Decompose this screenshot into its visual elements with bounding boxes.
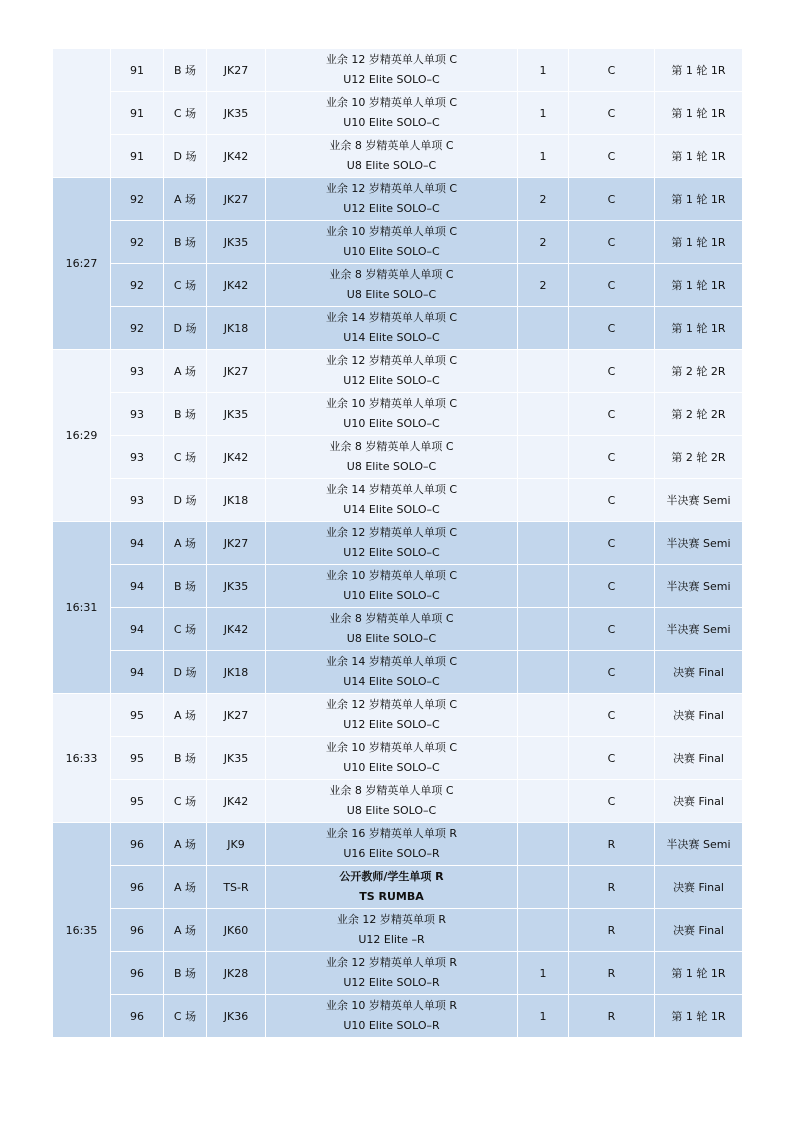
event-name-en: U10 Elite SOLO–C — [343, 245, 440, 258]
round-label: 决赛 Final — [655, 737, 743, 780]
heat-number: 96 — [111, 952, 164, 995]
table-row — [53, 264, 743, 307]
event-name-cn: 业余 12 岁精英单人单项 R — [325, 956, 458, 969]
dance-code: C — [569, 737, 655, 780]
round-label: 第 1 轮 1R — [655, 135, 743, 178]
event-name-cn: 业余 12 岁精英单人单项 C — [325, 182, 458, 195]
floor-field: C 场 — [164, 608, 207, 651]
dance-code: C — [569, 479, 655, 522]
round-label: 半决赛 Semi — [655, 823, 743, 866]
event-name — [266, 866, 518, 909]
heat-count — [518, 479, 569, 522]
heat-number: 94 — [111, 651, 164, 694]
round-label: 第 1 轮 1R — [655, 995, 743, 1038]
round-label: 半决赛 Semi — [655, 479, 743, 522]
event-name-en: U8 Elite SOLO–C — [346, 460, 437, 473]
floor-field: B 场 — [164, 393, 207, 436]
event-name-cn: 业余 10 岁精英单人单项 C — [325, 397, 458, 410]
heat-number: 95 — [111, 694, 164, 737]
event-code: JK27 — [207, 350, 266, 393]
heat-count — [518, 522, 569, 565]
event-name — [266, 135, 518, 178]
heat-count — [518, 436, 569, 479]
event-name-cn: 业余 12 岁精英单项 R — [336, 913, 447, 926]
event-name-en: U10 Elite SOLO–R — [343, 1019, 440, 1032]
dance-code: C — [569, 522, 655, 565]
event-name — [266, 823, 518, 866]
floor-field: A 场 — [164, 866, 207, 909]
event-code: JK18 — [207, 651, 266, 694]
round-label: 第 1 轮 1R — [655, 221, 743, 264]
heat-number: 94 — [111, 565, 164, 608]
heat-number: 91 — [111, 49, 164, 92]
table-row — [53, 221, 743, 264]
event-name-cn: 业余 12 岁精英单人单项 C — [325, 354, 458, 367]
time-slot: 16:35 — [53, 823, 111, 1038]
floor-field: B 场 — [164, 952, 207, 995]
dance-code: R — [569, 995, 655, 1038]
event-name-en: TS RUMBA — [359, 890, 424, 903]
event-code: JK27 — [207, 522, 266, 565]
event-name-en: U10 Elite SOLO–C — [343, 417, 440, 430]
dance-code: C — [569, 694, 655, 737]
event-name — [266, 737, 518, 780]
event-name-en: U14 Elite SOLO–C — [343, 675, 440, 688]
event-name-cn: 公开教师/学生单项 R — [339, 870, 444, 883]
event-name-en: U12 Elite SOLO–C — [343, 73, 440, 86]
event-name-cn: 业余 8 岁精英单人单项 C — [329, 784, 454, 797]
round-label: 决赛 Final — [655, 909, 743, 952]
table-row — [53, 952, 743, 995]
event-name — [266, 565, 518, 608]
round-label: 第 1 轮 1R — [655, 92, 743, 135]
event-name-en: U8 Elite SOLO–C — [346, 804, 437, 817]
dance-code: C — [569, 264, 655, 307]
event-name-cn: 业余 12 岁精英单人单项 C — [325, 698, 458, 711]
table-row — [53, 92, 743, 135]
heat-count — [518, 565, 569, 608]
event-code: JK36 — [207, 995, 266, 1038]
floor-field: D 场 — [164, 135, 207, 178]
round-label: 半决赛 Semi — [655, 565, 743, 608]
heat-number: 93 — [111, 436, 164, 479]
table-row — [53, 909, 743, 952]
event-name-cn: 业余 10 岁精英单人单项 C — [325, 741, 458, 754]
dance-code: C — [569, 780, 655, 823]
event-name-cn: 业余 10 岁精英单人单项 C — [325, 569, 458, 582]
event-name-en: U10 Elite SOLO–C — [343, 589, 440, 602]
event-name — [266, 952, 518, 995]
heat-count — [518, 350, 569, 393]
event-name-en: U14 Elite SOLO–C — [343, 503, 440, 516]
floor-field: D 场 — [164, 479, 207, 522]
round-label: 第 1 轮 1R — [655, 178, 743, 221]
event-code: JK18 — [207, 479, 266, 522]
floor-field: A 场 — [164, 694, 207, 737]
round-label: 决赛 Final — [655, 780, 743, 823]
heat-count — [518, 909, 569, 952]
event-name-en: U12 Elite SOLO–C — [343, 374, 440, 387]
floor-field: A 场 — [164, 178, 207, 221]
schedule-table — [52, 48, 743, 1038]
table-row — [53, 995, 743, 1038]
heat-count: 1 — [518, 49, 569, 92]
event-name — [266, 780, 518, 823]
heat-count: 1 — [518, 995, 569, 1038]
time-slot: 16:33 — [53, 694, 111, 823]
heat-number: 91 — [111, 135, 164, 178]
floor-field: B 场 — [164, 737, 207, 780]
table-row — [53, 479, 743, 522]
event-name — [266, 651, 518, 694]
event-name — [266, 522, 518, 565]
event-code: JK42 — [207, 780, 266, 823]
event-name-en: U12 Elite SOLO–R — [343, 976, 440, 989]
table-row — [53, 694, 743, 737]
floor-field: C 场 — [164, 436, 207, 479]
event-code: JK9 — [207, 823, 266, 866]
round-label: 第 2 轮 2R — [655, 436, 743, 479]
event-name-cn: 业余 16 岁精英单人单项 R — [325, 827, 458, 840]
event-name-en: U8 Elite SOLO–C — [346, 632, 437, 645]
table-row — [53, 49, 743, 92]
round-label: 第 1 轮 1R — [655, 264, 743, 307]
floor-field: D 场 — [164, 651, 207, 694]
event-name — [266, 479, 518, 522]
heat-count — [518, 866, 569, 909]
event-name — [266, 221, 518, 264]
dance-code: C — [569, 565, 655, 608]
heat-count — [518, 694, 569, 737]
event-name-en: U12 Elite SOLO–C — [343, 718, 440, 731]
event-name — [266, 608, 518, 651]
round-label: 决赛 Final — [655, 651, 743, 694]
dance-code: R — [569, 823, 655, 866]
event-code: JK28 — [207, 952, 266, 995]
heat-count: 2 — [518, 178, 569, 221]
heat-number: 96 — [111, 995, 164, 1038]
event-code: JK35 — [207, 221, 266, 264]
event-name-cn: 业余 8 岁精英单人单项 C — [329, 268, 454, 281]
heat-number: 93 — [111, 350, 164, 393]
round-label: 第 1 轮 1R — [655, 49, 743, 92]
table-row — [53, 780, 743, 823]
round-label: 第 1 轮 1R — [655, 307, 743, 350]
event-code: JK42 — [207, 436, 266, 479]
event-name-cn: 业余 10 岁精英单人单项 C — [325, 96, 458, 109]
event-name-en: U12 Elite SOLO–C — [343, 546, 440, 559]
dance-code: C — [569, 49, 655, 92]
event-name-en: U10 Elite SOLO–C — [343, 761, 440, 774]
event-name-cn: 业余 8 岁精英单人单项 C — [329, 612, 454, 625]
heat-count — [518, 823, 569, 866]
round-label: 半决赛 Semi — [655, 608, 743, 651]
heat-number: 96 — [111, 823, 164, 866]
event-name-cn: 业余 14 岁精英单人单项 C — [325, 311, 458, 324]
event-code: JK35 — [207, 565, 266, 608]
event-name-cn: 业余 10 岁精英单人单项 C — [325, 225, 458, 238]
table-row — [53, 436, 743, 479]
table-row — [53, 565, 743, 608]
event-code: JK60 — [207, 909, 266, 952]
event-name-cn: 业余 8 岁精英单人单项 C — [329, 139, 454, 152]
heat-number: 93 — [111, 479, 164, 522]
floor-field: B 场 — [164, 49, 207, 92]
event-name — [266, 49, 518, 92]
event-name — [266, 92, 518, 135]
event-name — [266, 307, 518, 350]
heat-count — [518, 651, 569, 694]
event-code: JK42 — [207, 264, 266, 307]
event-name — [266, 393, 518, 436]
event-code: JK27 — [207, 694, 266, 737]
heat-number: 94 — [111, 608, 164, 651]
heat-count: 1 — [518, 952, 569, 995]
dance-code: R — [569, 866, 655, 909]
floor-field: A 场 — [164, 350, 207, 393]
heat-number: 96 — [111, 866, 164, 909]
heat-count: 1 — [518, 135, 569, 178]
event-name — [266, 436, 518, 479]
floor-field: A 场 — [164, 823, 207, 866]
event-code: JK35 — [207, 92, 266, 135]
floor-field: C 场 — [164, 780, 207, 823]
round-label: 决赛 Final — [655, 866, 743, 909]
heat-number: 92 — [111, 307, 164, 350]
round-label: 第 2 轮 2R — [655, 350, 743, 393]
dance-code: C — [569, 393, 655, 436]
event-name-cn: 业余 8 岁精英单人单项 C — [329, 440, 454, 453]
floor-field: C 场 — [164, 92, 207, 135]
floor-field: B 场 — [164, 565, 207, 608]
event-name — [266, 909, 518, 952]
floor-field: A 场 — [164, 909, 207, 952]
floor-field: A 场 — [164, 522, 207, 565]
heat-number: 95 — [111, 780, 164, 823]
event-name-cn: 业余 14 岁精英单人单项 C — [325, 655, 458, 668]
event-name-cn: 业余 12 岁精英单人单项 C — [325, 526, 458, 539]
event-code: JK42 — [207, 608, 266, 651]
event-name-cn: 业余 10 岁精英单人单项 R — [325, 999, 458, 1012]
round-label: 第 2 轮 2R — [655, 393, 743, 436]
dance-code: C — [569, 135, 655, 178]
table-row — [53, 178, 743, 221]
floor-field: C 场 — [164, 264, 207, 307]
event-name-en: U14 Elite SOLO–C — [343, 331, 440, 344]
dance-code: R — [569, 909, 655, 952]
heat-count: 2 — [518, 221, 569, 264]
dance-code: C — [569, 92, 655, 135]
event-name — [266, 264, 518, 307]
table-row — [53, 393, 743, 436]
heat-number: 95 — [111, 737, 164, 780]
table-row — [53, 608, 743, 651]
table-row — [53, 823, 743, 866]
table-row — [53, 135, 743, 178]
table-row — [53, 350, 743, 393]
heat-count — [518, 737, 569, 780]
time-slot: 16:27 — [53, 178, 111, 350]
dance-code: C — [569, 350, 655, 393]
dance-code: C — [569, 608, 655, 651]
table-row — [53, 651, 743, 694]
table-row — [53, 737, 743, 780]
heat-number: 92 — [111, 221, 164, 264]
round-label: 第 1 轮 1R — [655, 952, 743, 995]
event-name-en: U8 Elite SOLO–C — [346, 288, 437, 301]
floor-field: B 场 — [164, 221, 207, 264]
time-slot: 16:29 — [53, 350, 111, 522]
heat-number: 92 — [111, 178, 164, 221]
event-code: JK42 — [207, 135, 266, 178]
heat-number: 96 — [111, 909, 164, 952]
event-code: JK18 — [207, 307, 266, 350]
dance-code: C — [569, 436, 655, 479]
event-name — [266, 694, 518, 737]
event-name-en: U8 Elite SOLO–C — [346, 159, 437, 172]
event-code: JK35 — [207, 393, 266, 436]
heat-number: 92 — [111, 264, 164, 307]
schedule-body — [53, 49, 743, 1038]
round-label: 决赛 Final — [655, 694, 743, 737]
floor-field: C 场 — [164, 995, 207, 1038]
event-name-en: U10 Elite SOLO–C — [343, 116, 440, 129]
dance-code: C — [569, 651, 655, 694]
table-row — [53, 522, 743, 565]
round-label: 半决赛 Semi — [655, 522, 743, 565]
heat-count — [518, 780, 569, 823]
event-name-en: U12 Elite –R — [358, 933, 425, 946]
dance-code: C — [569, 178, 655, 221]
event-code: JK35 — [207, 737, 266, 780]
dance-code: R — [569, 952, 655, 995]
event-name-en: U16 Elite SOLO–R — [343, 847, 440, 860]
dance-code: C — [569, 221, 655, 264]
heat-number: 94 — [111, 522, 164, 565]
event-name — [266, 178, 518, 221]
heat-count — [518, 608, 569, 651]
table-row — [53, 866, 743, 909]
dance-code: C — [569, 307, 655, 350]
heat-count — [518, 393, 569, 436]
event-name — [266, 350, 518, 393]
time-slot — [53, 49, 111, 178]
event-name-cn: 业余 14 岁精英单人单项 C — [325, 483, 458, 496]
heat-number: 91 — [111, 92, 164, 135]
heat-count: 1 — [518, 92, 569, 135]
heat-number: 93 — [111, 393, 164, 436]
event-code: TS-R — [207, 866, 266, 909]
heat-count — [518, 307, 569, 350]
event-code: JK27 — [207, 178, 266, 221]
heat-count: 2 — [518, 264, 569, 307]
event-name — [266, 995, 518, 1038]
table-row — [53, 307, 743, 350]
event-name-cn: 业余 12 岁精英单人单项 C — [325, 53, 458, 66]
time-slot: 16:31 — [53, 522, 111, 694]
event-name-en: U12 Elite SOLO–C — [343, 202, 440, 215]
event-code: JK27 — [207, 49, 266, 92]
floor-field: D 场 — [164, 307, 207, 350]
